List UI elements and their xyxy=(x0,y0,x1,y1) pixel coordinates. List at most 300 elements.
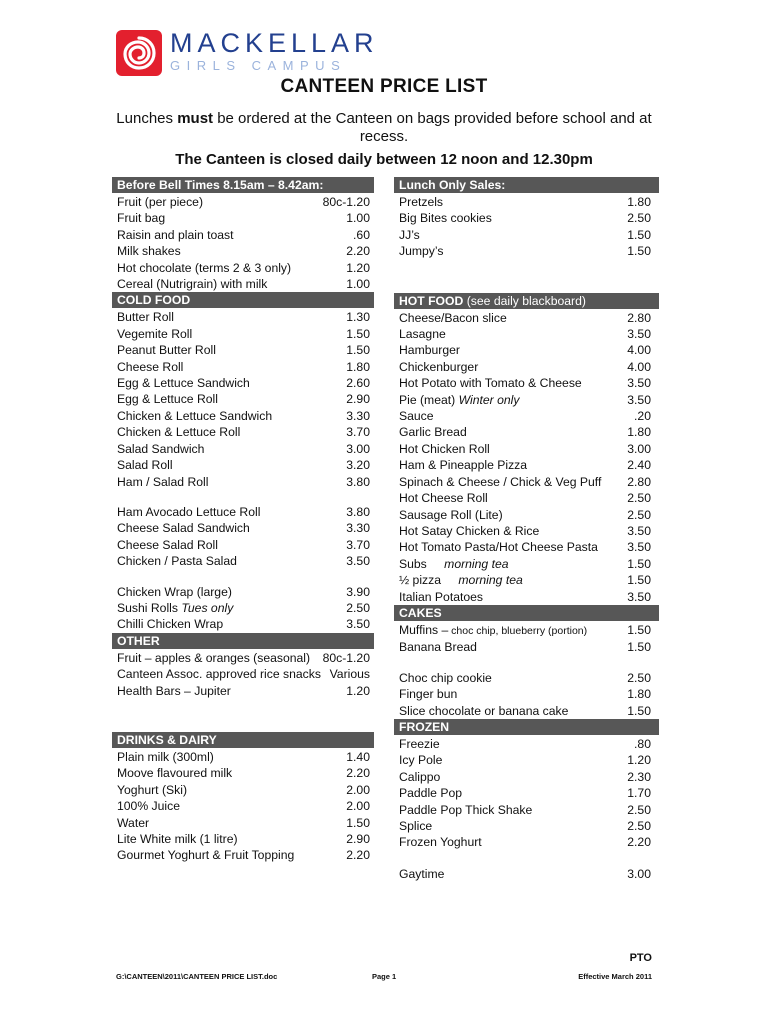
item-price: 1.40 xyxy=(346,749,370,764)
item-name-text: Hot Tomato Pasta/Hot Cheese Pasta xyxy=(399,540,598,555)
item-name xyxy=(117,537,346,553)
item-price: 80c-1.20 xyxy=(322,650,370,665)
item-price: 1.00 xyxy=(346,211,370,226)
item-name xyxy=(117,391,346,407)
item-price: 2.20 xyxy=(346,848,370,863)
item-name-text: Cheese Roll xyxy=(117,359,184,374)
list-item xyxy=(394,703,659,719)
item-price: 1.50 xyxy=(346,326,370,341)
list-item xyxy=(394,622,659,639)
item-name xyxy=(399,589,627,605)
item-name-text: Freezie xyxy=(399,736,440,751)
item-name xyxy=(117,650,323,666)
list-item xyxy=(112,798,374,814)
list-item xyxy=(112,276,374,292)
item-name-text: Salad Roll xyxy=(117,458,173,473)
item-name-text: Salad Sandwich xyxy=(117,441,205,456)
item-name xyxy=(117,584,346,600)
list-item xyxy=(394,589,659,605)
list-item xyxy=(112,194,374,210)
item-price: 1.80 xyxy=(346,359,370,374)
right-column xyxy=(394,177,659,882)
item-price: 3.50 xyxy=(627,376,651,391)
item-name-text: Jumpy’s xyxy=(399,244,444,259)
item-price: 3.20 xyxy=(346,458,370,473)
list-item xyxy=(394,752,659,768)
item-price: 2.20 xyxy=(346,244,370,259)
item-name-text: Vegemite Roll xyxy=(117,326,193,341)
footer-page: Page 1 xyxy=(372,972,397,981)
item-name xyxy=(117,683,346,699)
list-item xyxy=(394,572,659,588)
list-item xyxy=(394,523,659,539)
item-name-text: Chilli Chicken Wrap xyxy=(117,617,224,632)
item-name xyxy=(117,457,346,473)
item-price: .80 xyxy=(634,736,651,751)
item-price: 3.80 xyxy=(346,504,370,519)
item-name-text: Chicken / Pasta Salad xyxy=(117,554,237,569)
list-item xyxy=(112,504,374,520)
item-name xyxy=(117,831,346,847)
item-name xyxy=(117,798,346,814)
item-price: 3.50 xyxy=(627,327,651,342)
item-price: 3.80 xyxy=(346,474,370,489)
list-item xyxy=(112,584,374,600)
item-name-text: Chicken Wrap (large) xyxy=(117,584,232,599)
cold-food-list xyxy=(112,309,374,632)
list-item xyxy=(394,392,659,408)
item-name-text: Gaytime xyxy=(399,866,445,881)
frozen-list xyxy=(394,736,659,882)
item-price: 3.00 xyxy=(627,441,651,456)
item-name xyxy=(399,736,634,752)
item-name-text: Cereal (Nutrigrain) with milk xyxy=(117,277,268,292)
item-name xyxy=(117,441,346,457)
item-name xyxy=(399,243,627,259)
item-price: 3.50 xyxy=(627,540,651,555)
item-name xyxy=(117,666,330,682)
item-name-text: Raisin and plain toast xyxy=(117,227,234,242)
drinks-list xyxy=(112,749,374,864)
item-name xyxy=(399,194,627,210)
list-item xyxy=(394,769,659,785)
item-name xyxy=(399,556,627,572)
item-price: 3.50 xyxy=(627,523,651,538)
item-name-text: Muffins – xyxy=(399,622,449,637)
item-name xyxy=(399,210,627,226)
item-name xyxy=(399,457,627,473)
item-name xyxy=(117,504,346,520)
item-name-text: Hot Potato with Tomato & Cheese xyxy=(399,376,582,391)
spacer xyxy=(112,699,374,732)
item-name-text: Lite White milk (1 litre) xyxy=(117,832,238,846)
item-name-text: Hot Chicken Roll xyxy=(399,441,490,456)
item-name-text: Icy Pole xyxy=(399,753,443,768)
item-price: 2.50 xyxy=(627,491,651,506)
list-item xyxy=(112,457,374,473)
item-price: 2.30 xyxy=(627,769,651,784)
list-item xyxy=(394,736,659,752)
item-note: Tues only xyxy=(177,600,234,615)
item-name xyxy=(399,539,627,555)
item-price: 1.50 xyxy=(627,227,651,242)
item-price: .60 xyxy=(353,227,370,242)
item-name xyxy=(117,424,346,440)
item-name xyxy=(117,227,353,243)
item-price: 4.00 xyxy=(627,343,651,358)
list-item xyxy=(394,342,659,358)
list-item xyxy=(112,424,374,440)
item-price: 80c-1.20 xyxy=(322,195,370,209)
item-name-text: Ham / Salad Roll xyxy=(117,474,209,489)
list-item xyxy=(112,616,374,632)
list-item xyxy=(112,600,374,616)
item-name-text: ½ pizza xyxy=(399,573,442,588)
item-name xyxy=(117,243,346,259)
item-price: 2.50 xyxy=(627,802,651,817)
item-name xyxy=(117,210,346,226)
item-name-text: Hot Satay Chicken & Rice xyxy=(399,523,540,538)
list-item xyxy=(112,749,374,765)
item-name xyxy=(399,507,627,523)
item-name xyxy=(117,520,346,536)
item-name-text: JJ’s xyxy=(399,227,420,242)
item-price: 3.30 xyxy=(346,408,370,423)
pto-label: PTO xyxy=(629,952,652,964)
item-price: 1.50 xyxy=(346,343,370,358)
item-name xyxy=(399,866,627,882)
item-price: 3.50 xyxy=(627,392,651,407)
list-item xyxy=(394,310,659,326)
item-name xyxy=(399,622,627,639)
item-name xyxy=(117,616,346,632)
item-name-text: Moove flavoured milk xyxy=(117,766,233,781)
intro-text xyxy=(110,110,658,146)
item-price: 1.80 xyxy=(627,425,651,440)
section-header-lunch-only: Lunch Only Sales: xyxy=(394,177,659,193)
item-name xyxy=(399,686,627,702)
item-price: 2.50 xyxy=(346,600,370,615)
item-name xyxy=(117,375,346,391)
item-name xyxy=(399,802,627,818)
item-price: Various xyxy=(329,667,370,682)
item-price: 1.50 xyxy=(627,622,651,637)
item-name-text: Paddle Pop Thick Shake xyxy=(399,802,533,817)
item-detail: choc chip, blueberry (portion) xyxy=(448,624,588,637)
item-name xyxy=(117,276,346,292)
hot-food-note: (see daily blackboard) xyxy=(466,293,586,308)
item-price: 3.50 xyxy=(346,617,370,632)
list-item xyxy=(112,537,374,553)
item-name-text: Egg & Lettuce Roll xyxy=(117,392,218,407)
item-price: 3.70 xyxy=(346,425,370,440)
item-name xyxy=(399,490,627,506)
item-price: 1.80 xyxy=(627,195,651,209)
section-header-cakes: CAKES xyxy=(394,605,659,621)
item-price: 1.70 xyxy=(627,786,651,801)
item-price: 1.20 xyxy=(627,753,651,768)
item-name-text: Cheese/Bacon slice xyxy=(399,310,507,325)
item-name xyxy=(399,670,627,686)
item-name xyxy=(399,474,627,490)
list-item xyxy=(394,359,659,375)
list-item xyxy=(394,424,659,440)
logo xyxy=(116,28,379,80)
item-name-text: Fruit – apples & oranges (seasonal) xyxy=(117,650,311,665)
item-name-text: Pretzels xyxy=(399,195,444,209)
footer-effective: Effective March 2011 xyxy=(578,972,652,981)
item-price: 2.90 xyxy=(346,832,370,846)
item-name xyxy=(117,474,346,490)
list-item xyxy=(394,227,659,243)
item-price: 2.20 xyxy=(627,835,651,850)
item-name-text: Lasagne xyxy=(399,327,446,342)
other-list xyxy=(112,650,374,699)
item-name-text: Water xyxy=(117,815,150,830)
item-name xyxy=(399,639,627,655)
item-name xyxy=(117,309,346,325)
item-price: 2.40 xyxy=(627,458,651,473)
item-price: 3.50 xyxy=(627,589,651,604)
list-item xyxy=(394,818,659,834)
item-name-text: Splice xyxy=(399,819,433,833)
item-note: morning tea xyxy=(440,556,509,571)
item-name-text: Banana Bread xyxy=(399,640,477,655)
item-name-text: Frozen Yoghurt xyxy=(399,835,482,850)
item-price: 2.50 xyxy=(627,507,651,522)
item-name xyxy=(117,749,346,765)
item-name xyxy=(117,342,346,358)
item-name xyxy=(399,785,627,801)
hot-food-list xyxy=(394,310,659,605)
item-name-text: Garlic Bread xyxy=(399,425,467,440)
hot-food-title: HOT FOOD xyxy=(399,293,464,308)
item-name-text: Health Bars – Jupiter xyxy=(117,683,231,698)
logo-name: MACKELLAR xyxy=(170,28,379,58)
item-name-text: Yoghurt (Ski) xyxy=(117,782,187,797)
item-price: 2.50 xyxy=(627,670,651,685)
item-name-text: Choc chip cookie xyxy=(399,670,492,685)
item-name xyxy=(399,769,627,785)
list-item xyxy=(112,782,374,798)
item-name xyxy=(399,834,627,850)
list-item xyxy=(112,474,374,490)
item-price: 1.80 xyxy=(627,687,651,702)
item-name xyxy=(399,375,627,391)
item-price: 1.00 xyxy=(346,277,370,292)
item-name-text: Finger bun xyxy=(399,687,458,702)
item-name-text: Subs xyxy=(399,556,427,571)
section-header-frozen: FROZEN xyxy=(394,719,659,735)
item-name-text: Peanut Butter Roll xyxy=(117,343,216,358)
item-price: 2.50 xyxy=(627,819,651,833)
item-name-text: Sausage Roll (Lite) xyxy=(399,507,503,522)
item-name xyxy=(399,424,627,440)
item-price: 1.50 xyxy=(627,573,651,588)
list-item xyxy=(112,650,374,666)
item-price: 1.50 xyxy=(627,640,651,655)
item-name-text: Hamburger xyxy=(399,343,460,358)
list-item xyxy=(112,553,374,569)
item-name xyxy=(117,326,346,342)
item-name xyxy=(399,310,627,326)
item-name-text: Ham Avocado Lettuce Roll xyxy=(117,504,261,519)
list-item xyxy=(112,260,374,276)
list-item xyxy=(394,490,659,506)
item-name xyxy=(117,408,346,424)
item-name-text: Paddle Pop xyxy=(399,786,463,801)
item-name xyxy=(399,703,627,719)
item-name-text: Spinach & Cheese / Chick & Veg Puff xyxy=(399,474,602,489)
item-name xyxy=(399,572,627,588)
item-price: 2.90 xyxy=(346,392,370,407)
item-price: 2.80 xyxy=(627,310,651,325)
item-price: 3.00 xyxy=(627,866,651,881)
cakes-list xyxy=(394,622,659,719)
item-name-text: Canteen Assoc. approved rice snacks xyxy=(117,667,321,682)
closed-notice: The Canteen is closed daily between 12 noon and 12.30pm xyxy=(175,151,593,168)
item-name-text: Milk shakes xyxy=(117,244,181,259)
list-item xyxy=(394,326,659,342)
item-price: 1.50 xyxy=(627,244,651,259)
item-price: 3.90 xyxy=(346,584,370,599)
item-name xyxy=(117,765,346,781)
item-name-text: Sauce xyxy=(399,409,434,424)
list-item xyxy=(112,847,374,863)
item-name-text: Ham & Pineapple Pizza xyxy=(399,458,528,473)
item-name-text: Fruit (per piece) xyxy=(117,195,204,209)
lunch-only-list xyxy=(394,194,659,260)
item-price: 3.70 xyxy=(346,537,370,552)
item-price: 2.00 xyxy=(346,799,370,814)
list-item xyxy=(394,194,659,210)
section-header-before-bell: Before Bell Times 8.15am – 8.42am: xyxy=(112,177,374,193)
list-item xyxy=(394,834,659,850)
list-item xyxy=(112,683,374,699)
logo-subtitle: GIRLS CAMPUS xyxy=(170,58,347,73)
item-price: 1.20 xyxy=(346,683,370,698)
list-item xyxy=(112,359,374,375)
item-name-text: Plain milk (300ml) xyxy=(117,749,214,764)
item-price: 3.30 xyxy=(346,521,370,536)
list-item xyxy=(112,765,374,781)
item-price: 2.60 xyxy=(346,376,370,391)
list-item xyxy=(394,375,659,391)
item-price: 2.20 xyxy=(346,766,370,781)
list-item xyxy=(394,686,659,702)
list-item xyxy=(394,474,659,490)
section-header-cold-food: COLD FOOD xyxy=(112,292,374,308)
item-name-text: Big Bites cookies xyxy=(399,211,492,226)
item-name-text: Chicken & Lettuce Roll xyxy=(117,425,241,440)
item-price: 2.80 xyxy=(627,474,651,489)
item-name-text: Italian Potatoes xyxy=(399,589,484,604)
intro-after: be ordered at the Canteen on bags provided before school and at recess. xyxy=(213,110,652,145)
list-item xyxy=(112,666,374,682)
item-name xyxy=(399,818,627,834)
item-name xyxy=(399,342,627,358)
item-name xyxy=(399,326,627,342)
item-name xyxy=(117,260,346,276)
item-name-text: Sushi Rolls xyxy=(117,600,178,615)
item-name xyxy=(117,194,323,210)
list-item xyxy=(394,802,659,818)
list-item xyxy=(394,441,659,457)
item-price: 1.50 xyxy=(627,556,651,571)
item-name-text: Slice chocolate or banana cake xyxy=(399,703,569,718)
item-name xyxy=(399,523,627,539)
list-item xyxy=(112,815,374,831)
list-item xyxy=(394,539,659,555)
list-item xyxy=(394,408,659,424)
list-item xyxy=(394,866,659,882)
item-name xyxy=(117,359,346,375)
item-name xyxy=(117,782,346,798)
item-name xyxy=(399,408,634,424)
item-price: .20 xyxy=(634,409,651,424)
item-name xyxy=(399,392,627,408)
list-item xyxy=(394,457,659,473)
list-item xyxy=(112,408,374,424)
item-name-text: Egg & Lettuce Sandwich xyxy=(117,376,250,391)
list-item xyxy=(112,243,374,259)
section-header-other: OTHER xyxy=(112,633,374,649)
list-item xyxy=(112,309,374,325)
item-name xyxy=(399,441,627,457)
list-item xyxy=(112,831,374,847)
item-price: 1.20 xyxy=(346,260,370,275)
item-name-text: Chickenburger xyxy=(399,359,479,374)
list-item xyxy=(394,556,659,572)
item-price: 3.50 xyxy=(346,554,370,569)
footer-path: G:\CANTEEN\2011\CANTEEN PRICE LIST.doc xyxy=(116,972,278,981)
list-item xyxy=(112,520,374,536)
item-name xyxy=(399,752,627,768)
item-name-text: Chicken & Lettuce Sandwich xyxy=(117,408,273,423)
item-name-text: 100% Juice xyxy=(117,799,181,814)
item-name xyxy=(117,847,346,863)
item-name xyxy=(117,553,346,569)
list-item xyxy=(394,243,659,259)
item-price: 3.00 xyxy=(346,441,370,456)
before-bell-list xyxy=(112,194,374,292)
list-item xyxy=(112,441,374,457)
item-name-text: Cheese Salad Sandwich xyxy=(117,521,250,536)
section-header-hot-food xyxy=(394,293,659,309)
item-price: 2.00 xyxy=(346,782,370,797)
item-price: 2.50 xyxy=(627,211,651,226)
list-item xyxy=(112,210,374,226)
item-name-text: Gourmet Yoghurt & Fruit Topping xyxy=(117,848,295,863)
list-item xyxy=(394,785,659,801)
item-price: 1.30 xyxy=(346,310,370,325)
item-name-text: Hot Cheese Roll xyxy=(399,491,488,506)
item-name xyxy=(117,600,346,616)
section-header-drinks: DRINKS & DAIRY xyxy=(112,732,374,748)
item-note: morning tea xyxy=(455,573,523,588)
left-column xyxy=(112,177,374,864)
item-name xyxy=(117,815,346,831)
list-item xyxy=(394,670,659,686)
item-name xyxy=(399,227,627,243)
item-note: Winter only xyxy=(455,392,520,407)
item-name-text: Calippo xyxy=(399,769,441,784)
intro-emphasis: must xyxy=(177,110,214,127)
list-item xyxy=(112,391,374,407)
list-item xyxy=(112,227,374,243)
item-price: 1.50 xyxy=(346,815,370,830)
list-item xyxy=(112,326,374,342)
